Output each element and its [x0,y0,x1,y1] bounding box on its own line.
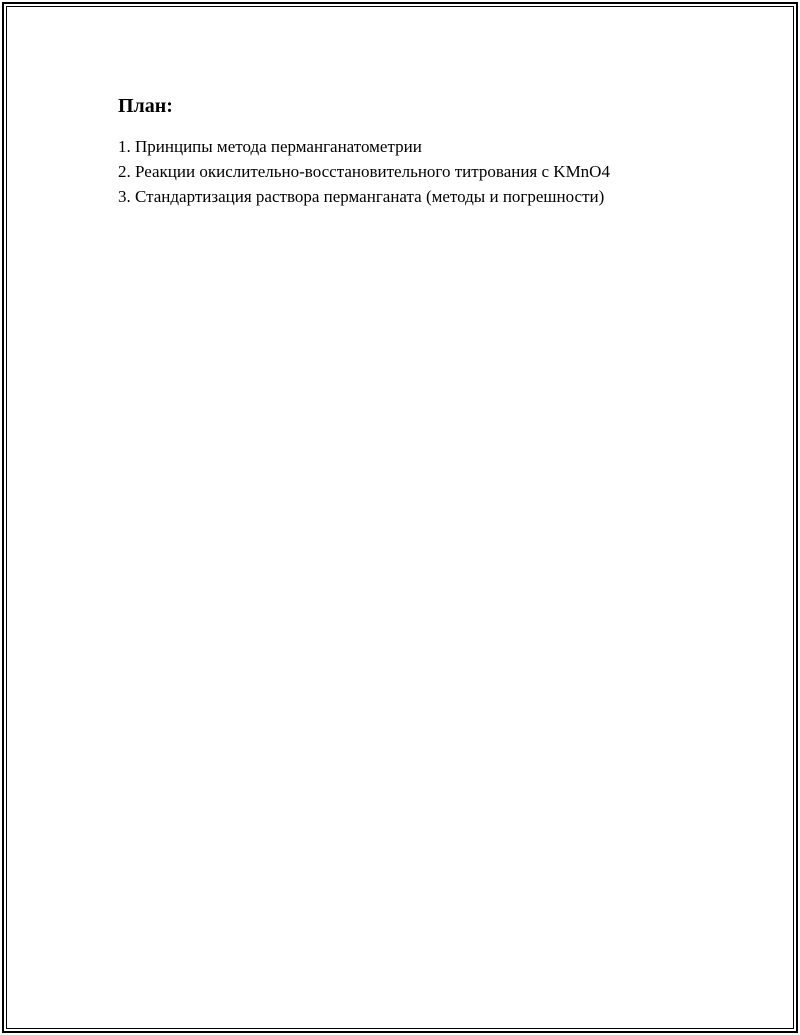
plan-heading: План: [118,95,173,117]
plan-item-text: Реакции окислительно-восстановительного титрования с KMnO4 [135,162,610,181]
plan-item-number: 1. [118,137,131,156]
plan-item-text: Стандартизация раствора перманганата (методы и погрешности) [135,187,605,206]
plan-item-2 [118,159,740,184]
plan-item-1 [118,134,740,159]
plan-list [118,134,740,209]
plan-item-number: 2. [118,162,131,181]
page-content [118,94,740,209]
plan-item-3 [118,184,740,209]
plan-item-text: Принципы метода перманганатометрии [135,137,422,156]
plan-item-number: 3. [118,187,131,206]
